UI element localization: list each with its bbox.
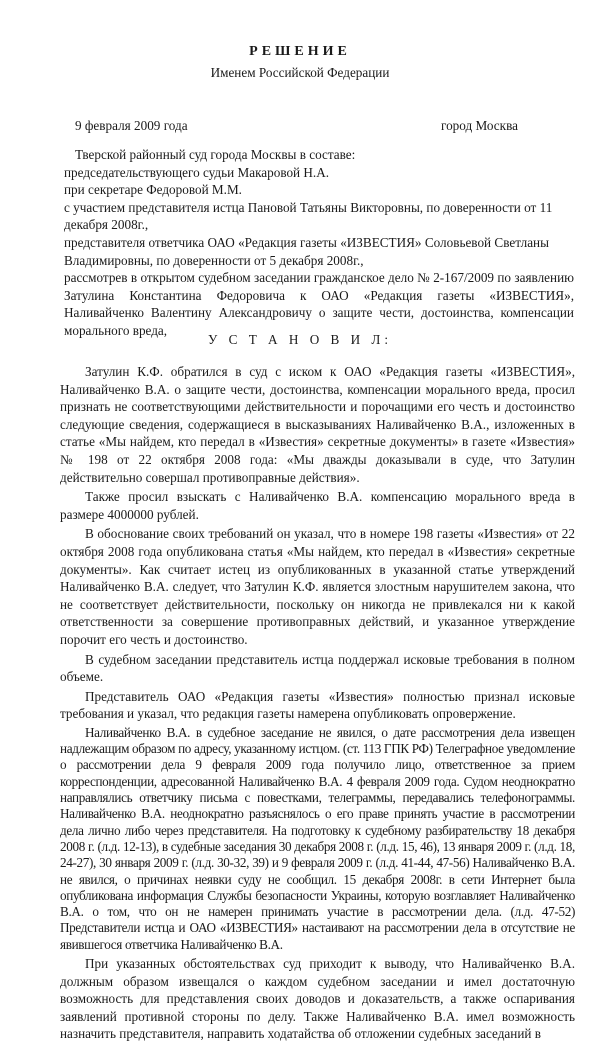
paragraph: Затулин К.Ф. обратился в суд с иском к ОАО «Редакция газеты «ИЗВЕСТИЯ», Наливайченко В.А. о защите чести, достоинства, компенсации морального вреда, просил признать не соответствующими действительности и порочащими его честь и достоинство следующие сведения, содержащиеся в высказываниях Наливайченко В.А., изложенных в статье «Мы найдем, кто передал в «Известия» секретные документы» в газете «Известия» № 198 от 22 октября 2008 года: «Мы дважды доказывали в суде, что Затулин действительно совершал противоправные действия». xyxy=(60,364,575,485)
paragraph: В судебном заседании представитель истца поддержал исковые требования в полном объеме. xyxy=(60,651,575,685)
case-description: рассмотрев в открытом судебном заседании гражданское дело № 2-167/2009 по заявлению Затулина Константина Федоровича к ОАО «Редакция газеты «ИЗВЕСТИЯ», Наливайченко Валентину Александровичу о защите чести, достоинства, компенсации морального вреда, xyxy=(64,270,574,338)
court-composition xyxy=(64,146,574,340)
court-secretary: при секретаре Федоровой М.М. xyxy=(64,182,242,198)
defendant-representative: представителя ответчика ОАО «Редакция газеты «ИЗВЕСТИЯ» Соловьевой Светланы Владимировны, по доверенности от 5 декабря 2008г., xyxy=(64,234,549,268)
paragraph: При указанных обстоятельствах суд приходит к выводу, что Наливайченко В.А. должным образом извещался о каждом судебном заседании и имел достаточную возможность для представления своих доводов и доказательств, а также оспаривания заявлений противной стороны по делу. Также Наливайченко В.А. имел возможность назначить представителя, направить ходатайства об отложении судебных заседаний в xyxy=(60,956,575,1042)
decision-date: 9 февраля 2009 года xyxy=(75,118,188,133)
paragraph: Наливайченко В.А. в судебное заседание не явился, о дате рассмотрения дела извещен надлежащим образом по адресу, указанному истцом. (ст. 113 ГПК РФ) Телеграфное уведомление о рассмотрении дела 9 февраля 2009 года получило лицо, ответственное за прием корреспонденции, адресованной Наливайченко В.А. 4 февраля 2009 года. Судом неоднократно направлялись ответчику письма с повестками, телеграммы, передавались телефонограммы. Наливайченко В.А. неоднократно разъяснялось о его праве принять участие в рассмотрении дела лично либо через представителя. На подготовку к судебному разбирательству 18 декабря 2008 г. (л.д. 12-13), в судебные заседания 30 декабря 2008 г. (л.д. 15, 46), 13 января 2009 г. (л.д. 18, 24-27), 30 января 2009 г. (л.д. 30-32, 39) и 9 февраля 2009 г. (л.д. 41-44, 47-56) Наливайченко В.А. не явился, о причинах неявки суду не сообщил. 15 декабря 2008г. в сети Интернет была опубликована информация Службы безопасности Украины, которую возглавляет Наливайченко В.А. о том, что он не намерен принимать участие в рассмотрении дела. (л.д. 47-52) Представители истца и ОАО «ИЗВЕСТИЯ» настаивают на рассмотрении дела в отсутствие не явившегося ответчика Наливайченко В.А. xyxy=(60,724,575,952)
document-title: РЕШЕНИЕ xyxy=(249,44,351,59)
decision-city: город Москва xyxy=(441,118,518,133)
court-judge: председательствующего судьи Макаровой Н.А. xyxy=(64,164,330,180)
court-intro: Тверской районный суд города Москвы в составе: xyxy=(75,147,356,162)
document-subtitle: Именем Российской Федерации xyxy=(210,65,390,80)
plaintiff-representative: с участием представителя истца Пановой Татьяны Викторовны, по доверенности от 11 декабря 2008г., xyxy=(64,199,553,233)
paragraph: Представитель ОАО «Редакция газеты «Известия» полностью признал исковые требования и указал, что редакция газеты намерена опубликовать опровержение. xyxy=(60,688,575,722)
document-body xyxy=(60,363,575,1045)
paragraph: В обоснование своих требований он указал, что в номере 198 газеты «Известия» от 22 октября 2008 года опубликована статья «Мы найдем, кто передал в «Известия» секретные документы». Как считает истец из опубликованных в указанной статье утверждений Наливайченко В.А. следует, что Затулин К.Ф. является злостным нарушителем закона, что не соответствует действительности, поскольку он никогда не привлекался ни к какой ответственности за совершение противоправных действий, и указанное утверждение порочит его честь и достоинство. xyxy=(60,526,575,647)
section-heading: У С Т А Н О В И Л: xyxy=(207,332,393,347)
paragraph: Также просил взыскать с Наливайченко В.А. компенсацию морального вреда в размере 4000000 рублей. xyxy=(60,489,575,522)
